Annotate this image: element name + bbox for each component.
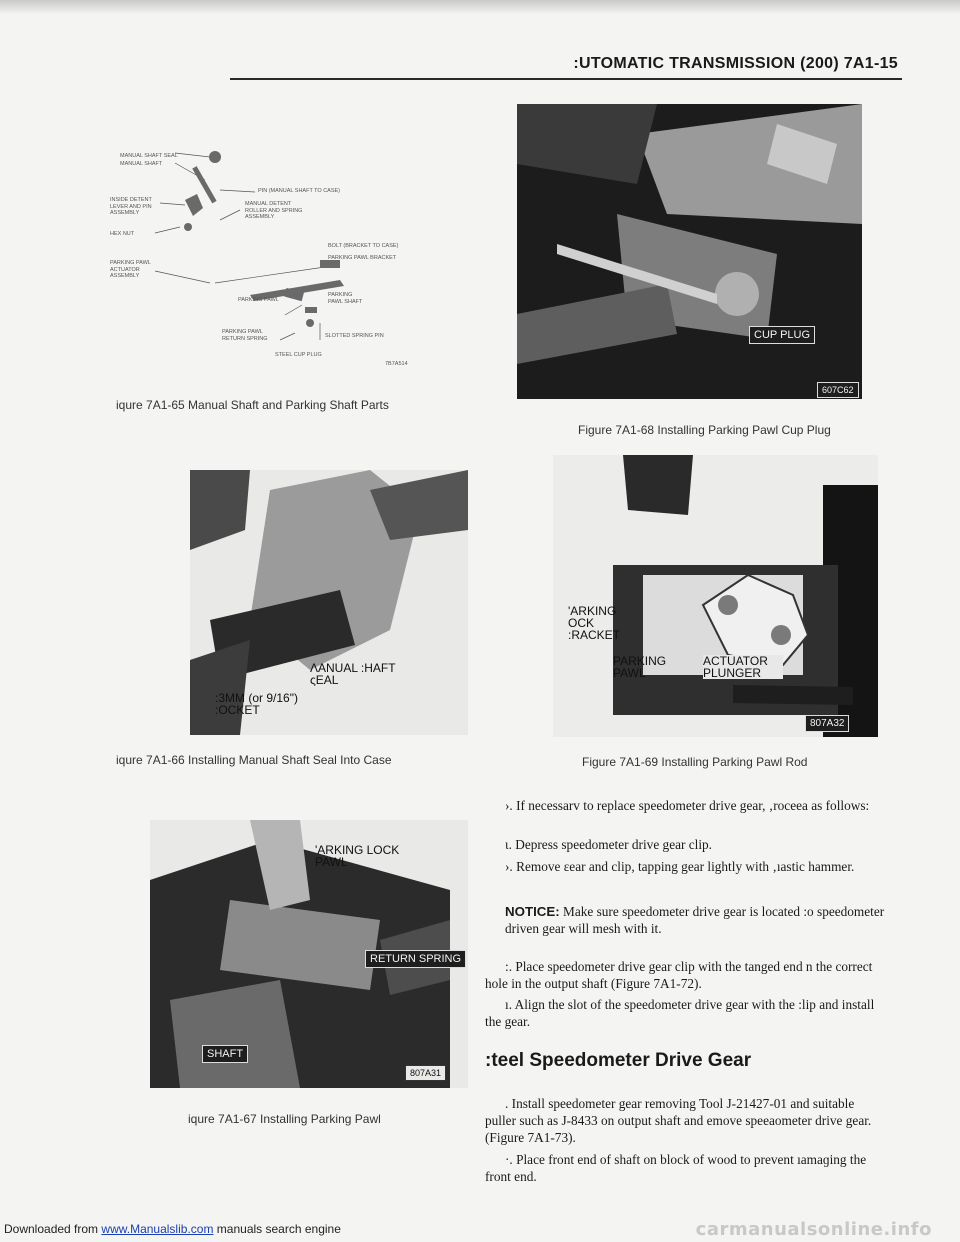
label-cup-plug: STEEL CUP PLUG [275,352,322,358]
footer-suffix: manuals search engine [216,1222,341,1236]
label-socket-photo: :3MM (or 9/16") :OCKET [215,691,298,717]
cup-plug-photo-image [517,104,862,399]
caption-7a1-68: Figure 7A1-68 Installing Parking Pawl Cup Plug [578,423,831,437]
label-shaft-photo: SHAFT [202,1045,248,1063]
label-manual-detent: MANUAL DETENT ROLLER AND SPRING ASSEMBLY [245,201,303,220]
paragraph-remove-gear: ›. Remove ɛear and clip, tapping gear lightly with ‚ıastic hammer. [505,859,855,874]
label-inside-detent: INSIDE DETENT LEVER AND PIN ASSEMBLY [110,197,152,216]
caption-7a1-69: Figure 7A1-69 Installing Parking Pawl Rod [582,755,808,769]
label-pawl-bracket: PARKING PAWL BRACKET [328,255,397,261]
footer-downloaded-from: Downloaded from [4,1222,99,1236]
label-return-spring: PARKING PAWL RETURN SPRING [222,329,268,342]
label-parking-pawl: PARKING PAWL [238,297,279,303]
label-manual-shaft: MANUAL SHAFT [120,161,163,167]
watermark-carmanualsonline: carmanualsonline.info [695,1219,932,1240]
footer-manualslib-link[interactable]: www.Manualslib.com [101,1222,214,1236]
paragraph-place-shaft: ·. Place front end of shaft on block of wood to prevent ıamaɡing the front end. [485,1152,867,1184]
figure-7a1-67-photo [150,820,468,1088]
figure-7a1-66-photo [190,470,468,735]
label-bolt: BOLT (BRACKET TO CASE) [328,243,399,249]
label-return-spring-photo: RETURN SPRING [365,950,466,968]
figure-7a1-69-photo [553,455,878,737]
label-cup-plug-photo: CUP PLUG [749,326,815,344]
notice-text: Make sure speedometer drive gear is located :o speedometer driven gear will mesh with it. [505,904,885,936]
notice-paragraph [505,903,885,937]
caption-7a1-66: iqure 7A1-66 Installing Manual Shaft Seal Into Case [116,753,392,767]
page-header-title: :UTOMATIC TRANSMISSION (200) 7A1-15 [573,55,898,72]
paragraph-place-clip: :. Place speedometer drive gear clip with the tanged end n the correct hole in the output shaft (Figure 7A1-72). [485,959,873,991]
label-parking-lock-bracket: 'ARKING OCK :RACKET [568,604,621,642]
label-actuator-plunger: ACTUATOR PLUNGER [703,655,783,679]
header-rule [230,78,902,80]
figure-ref-7a1-65: 7B7A514 [385,361,408,367]
label-manual-shaft-seal-photo: ΛANUAL :HAFT ςEAL [310,661,396,687]
label-parking-lock-pawl: 'ARKING LOCK PAWL [315,843,400,869]
pawl-rod-photo-image [553,455,878,737]
paragraph-replace-gear: ›. If necessarv to replace speedometer drive gear, ‚roceea as follows: [505,798,870,813]
label-manual-shaft-seal: MANUAL SHAFT SEAL [120,153,178,159]
paragraph-install-tool: . Install speedometer gear removing Tool J-21427-01 and suitable puller such as J-8433 on output shaft and emove speeaometer drive gear. (Figure 7A1-73). [485,1096,872,1145]
label-actuator: PARKING PAWL ACTUATOR ASSEMBLY [110,260,151,279]
figure-ref-7a1-68: 607C62 [817,382,859,398]
label-pin: PIN (MANUAL SHAFT TO CASE) [258,188,341,194]
figure-ref-7a1-69: 807A32 [805,715,849,732]
label-hex-nut: HEX NUT [110,231,135,237]
footer-download-note [4,1222,341,1236]
label-slotted-pin: SLOTTED SPRING PIN [325,333,384,339]
label-parking-pawl-photo: PARKING PAWL [613,654,667,680]
paragraph-align-slot: ı. Align the slot of the speedometer drive gear with the :lip and install the gear. [485,997,875,1029]
caption-7a1-65: iqure 7A1-65 Manual Shaft and Parking Shaft Parts [116,398,389,412]
figure-7a1-68-photo [517,104,862,399]
figure-ref-7a1-67: 807A31 [405,1065,446,1081]
caption-7a1-67: iqure 7A1-67 Installing Parking Pawl [188,1112,381,1126]
label-pawl-shaft: PARKING PAWL SHAFT [328,292,363,305]
notice-label: ΝOTICE: [505,904,560,919]
paragraph-depress-clip: ɩ. Depress speedometer drive gear clip. [505,837,713,852]
figure-7a1-65-diagram [80,135,460,370]
scan-top-shadow [0,0,960,14]
section-heading-steel-gear: :teel Speedometer Drive Gear [485,1050,752,1071]
